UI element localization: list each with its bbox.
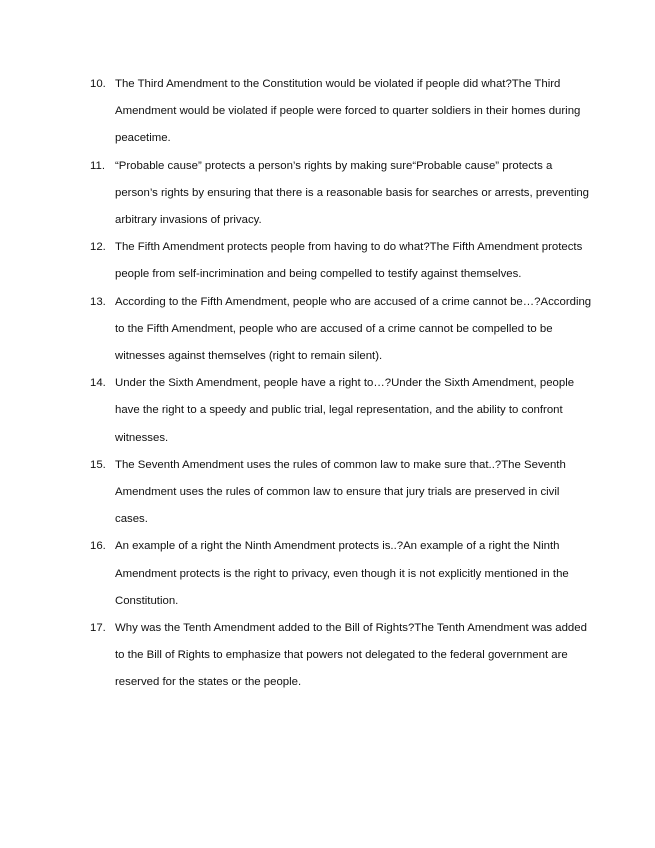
item-text: The Fifth Amendment protects people from having to do what?The Fifth Amendment protects people from self-incrimination and being compelled to testify against themselves. xyxy=(115,241,583,281)
item-text: Under the Sixth Amendment, people have a right to…?Under the Sixth Amendment, people have the right to a speedy and public trial, legal representation, and the ability to confront witnesses. xyxy=(115,377,575,444)
item-number: 14. xyxy=(90,377,106,390)
item-text: The Seventh Amendment uses the rules of common law to make sure that..?The Seventh Amendment uses the rules of common law to ensure that jury trials are preserved in civil cases. xyxy=(115,458,566,526)
item-text: An example of a right the Ninth Amendment protects is..?An example of a right the Ninth Amendment protects is the right to privacy, even though it is not explicitly mentioned in the Constitution. xyxy=(115,540,569,607)
item-text: Why was the Tenth Amendment added to the Bill of Rights?The Tenth Amendment was added to the Bill of Rights to emphasize that powers not delegated to the federal government are reserved for the states or the people. xyxy=(115,622,587,689)
list-item xyxy=(90,234,595,288)
item-number: 13. xyxy=(90,295,106,308)
question-answer-list xyxy=(90,71,595,697)
list-item xyxy=(90,533,595,615)
list-item xyxy=(90,71,595,153)
item-number: 15. xyxy=(90,458,106,471)
item-number: 17. xyxy=(90,622,106,635)
list-item xyxy=(90,153,595,235)
item-text: “Probable cause” protects a person’s rights by making sure“Probable cause” protects a person’s rights by ensuring that there is a reasonable basis for searches or arrests, preventing arbitrary invasions of privacy. xyxy=(115,159,590,227)
list-item xyxy=(90,452,595,534)
item-text: According to the Fifth Amendment, people who are accused of a crime cannot be…?According to the Fifth Amendment, people who are accused of a crime cannot be compelled to be witnesses against themselves (right to remain silent). xyxy=(115,295,592,363)
item-number: 12. xyxy=(90,241,106,254)
list-item xyxy=(90,615,595,697)
item-number: 11. xyxy=(90,159,105,172)
item-number: 10. xyxy=(90,78,106,90)
item-text: The Third Amendment to the Constitution would be violated if people did what?The Third Amendment would be violated if people were forced to quarter soldiers in their homes during peacetime. xyxy=(115,78,581,145)
list-item xyxy=(90,370,595,452)
list-item xyxy=(90,289,595,371)
item-number: 16. xyxy=(90,540,106,553)
